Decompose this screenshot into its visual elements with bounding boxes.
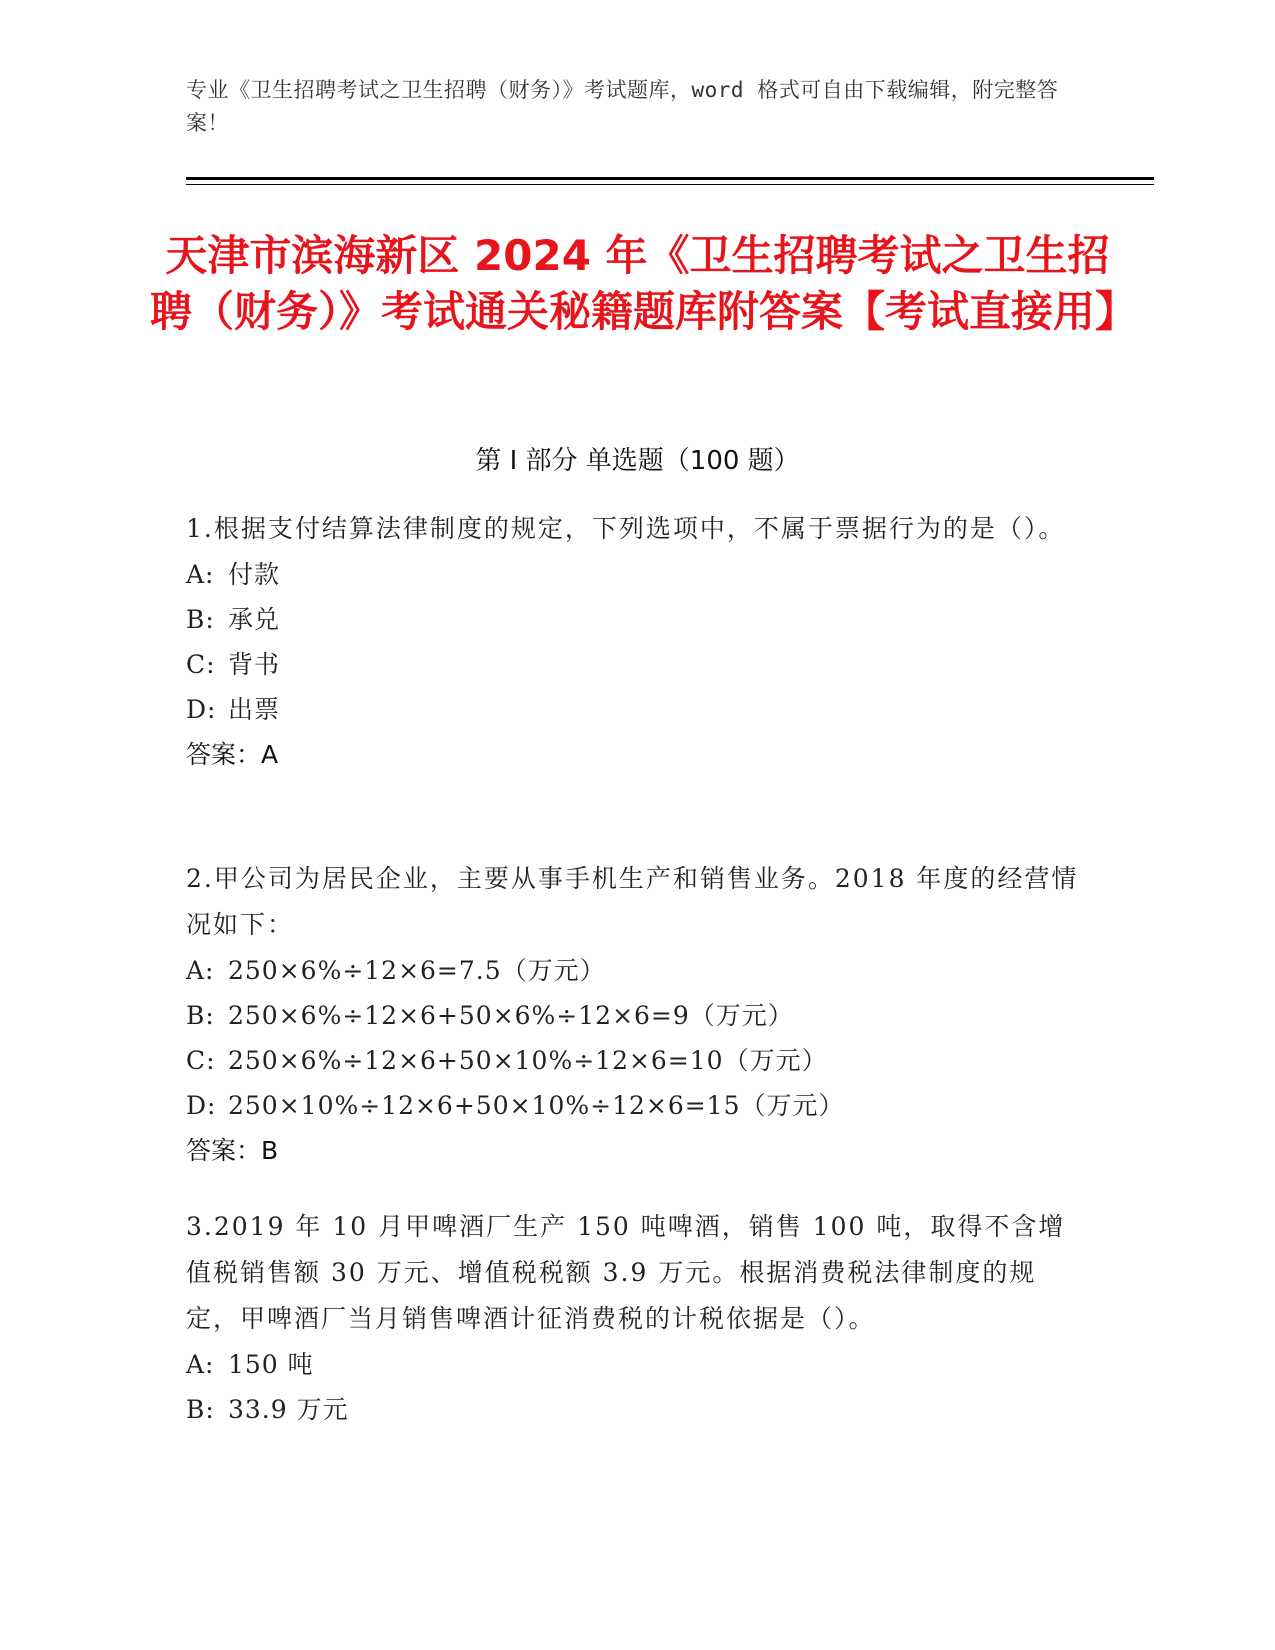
option-key: C: [186,650,216,679]
option-key: A: [186,956,215,985]
option-key: D: [186,695,217,724]
option-key: A: [186,1350,215,1379]
option-key: B: [186,605,215,634]
question-stem: 1.根据支付结算法律制度的规定，下列选项中，不属于票据行为的是（）。 [186,514,1066,543]
option-b [186,597,1086,642]
option-text: 250×6%÷12×6+50×6%÷12×6=9（万元） [228,1001,794,1030]
option-text: 250×6%÷12×6+50×10%÷12×6=10（万元） [228,1046,828,1075]
option-key: B: [186,1395,215,1424]
header-rule-thick [186,177,1154,180]
option-c [186,1038,1086,1083]
answer-label: 答案：A [186,740,279,769]
option-text: 付款 [228,560,281,589]
header-rule-thin [186,184,1154,185]
header-note: 专业《卫生招聘考试之卫生招聘（财务）》考试题库，word 格式可自由下载编辑，附完整答案！ [186,78,1059,135]
question-3 [186,1204,1086,1432]
section-title: 第 I 部分 单选题（100 题） [475,446,800,476]
option-text: 背书 [228,650,281,679]
option-text: 250×6%÷12×6=7.5（万元） [228,956,606,985]
question-1 [186,506,1086,778]
option-text: 150 吨 [228,1350,314,1379]
option-key: B: [186,1001,215,1030]
option-text: 250×10%÷12×6+50×10%÷12×6=15（万元） [228,1091,845,1120]
option-key: D: [186,1091,217,1120]
option-b [186,1387,1086,1432]
option-d [186,687,1086,732]
question-2 [186,856,1086,1174]
option-c [186,642,1086,687]
option-key: A: [186,560,215,589]
option-text: 33.9 万元 [228,1395,349,1424]
option-a [186,948,1086,993]
option-key: C: [186,1046,216,1075]
option-a [186,552,1086,597]
option-text: 出票 [228,695,281,724]
option-d [186,1083,1086,1128]
option-a [186,1342,1086,1387]
option-b [186,993,1086,1038]
answer-label: 答案：B [186,1136,279,1165]
document-title: 天津市滨海新区 2024 年《卫生招聘考试之卫生招聘（财务）》考试通关秘籍题库附答案【考试直接用】 [150,231,1138,336]
option-text: 承兑 [228,605,281,634]
question-stem: 3.2019 年 10 月甲啤酒厂生产 150 吨啤酒，销售 100 吨，取得不含增值税销售额 30 万元、增值税税额 3.9 万元。根据消费税法律制度的规定，甲啤酒厂当月销售啤酒计征消费税的计税依据是（）。 [186,1212,1066,1333]
question-stem: 2.甲公司为居民企业，主要从事手机生产和销售业务。2018 年度的经营情况如下： [186,864,1079,939]
